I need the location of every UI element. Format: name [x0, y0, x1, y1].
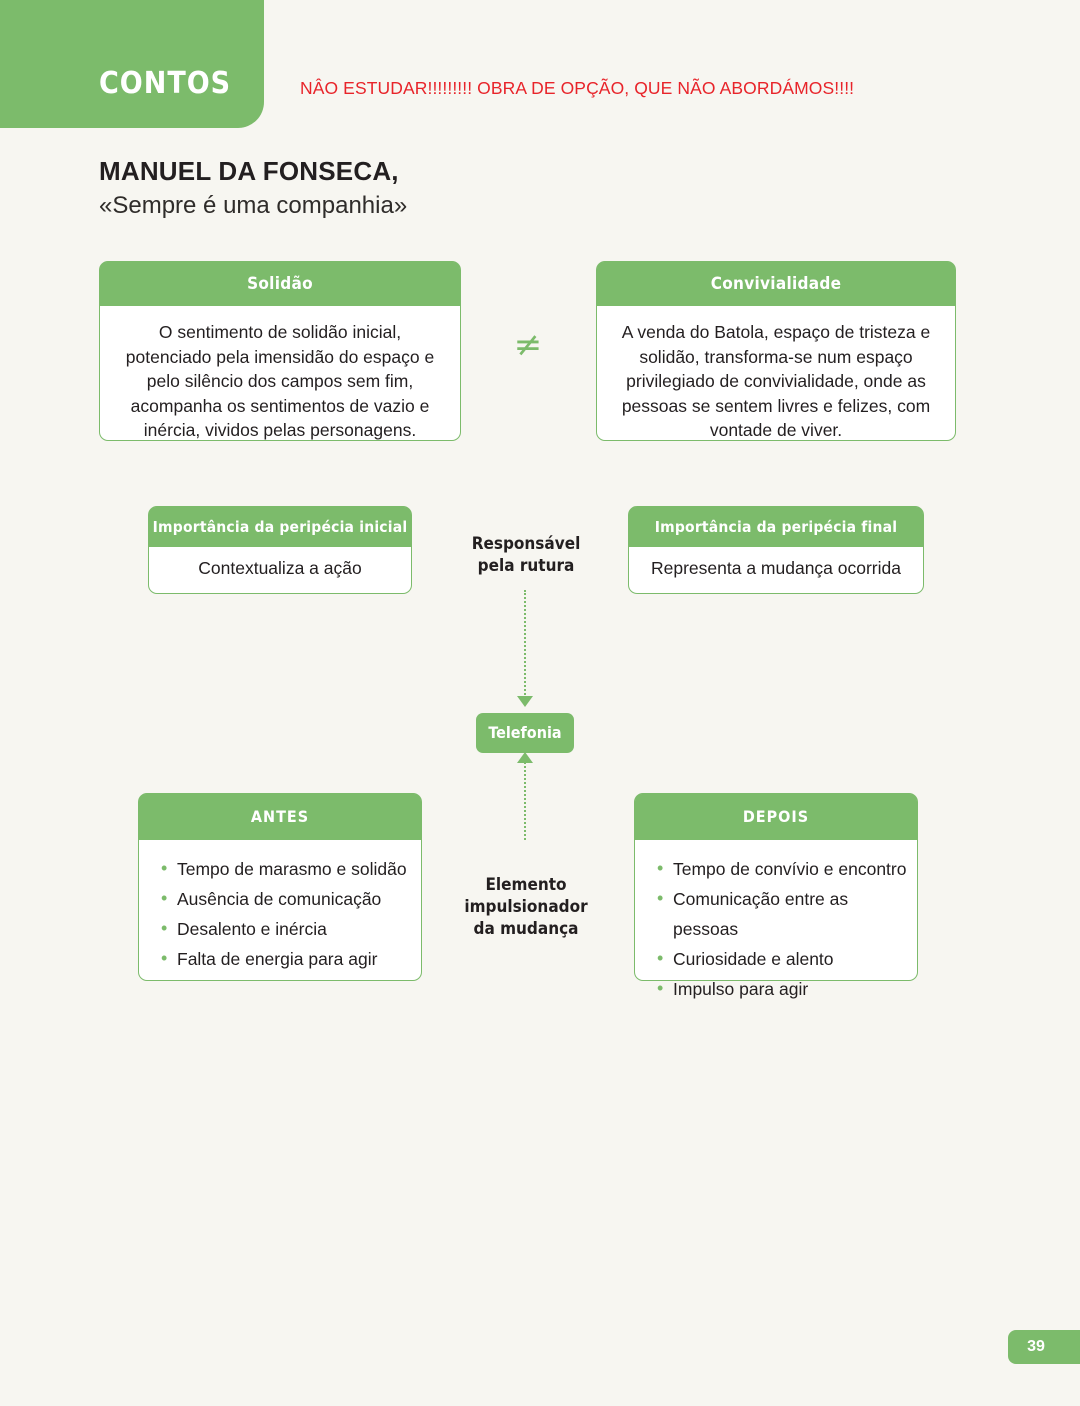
connector-line-bottom	[524, 762, 526, 840]
footer-divider	[0, 1369, 1080, 1370]
center-label-impulsionador	[424, 874, 628, 940]
peripecia-final-heading: Importância da peripécia final	[629, 507, 923, 547]
connector-line-top	[524, 590, 526, 698]
warning-note: NÂO ESTUDAR!!!!!!!!! OBRA DE OPÇÃO, QUE NÃO ABORDÁMOS!!!!	[300, 78, 855, 98]
center-label-responsavel	[440, 533, 612, 577]
list-item: • Curiosidade e alento	[657, 944, 917, 974]
list-item: • Ausência de comunicação	[161, 884, 421, 914]
not-equal-symbol: ≠	[513, 325, 543, 365]
arrow-down-icon	[517, 696, 533, 707]
list-item: • Tempo de convívio e encontro	[657, 854, 917, 884]
depois-heading: DEPOIS	[635, 794, 917, 840]
peripecia-inicial-text: Contextualiza a ação	[198, 558, 362, 578]
depois-box	[634, 793, 918, 999]
section-tab	[0, 0, 264, 128]
peripecia-final-box	[628, 506, 924, 594]
concept-box-convivialidade-text: A venda do Batola, espaço de tristeza e solidão, transforma-se num espaço privilegiado de convivialidade, onde as pessoas se sentem livres e felizes, com vontade de viver.	[621, 322, 931, 440]
concept-box-convivialidade	[596, 261, 956, 441]
center-label-impulsionador-line2: da mudança	[473, 919, 579, 939]
work-author: MANUEL DA FONSECA,	[99, 156, 399, 186]
antes-list	[139, 840, 421, 974]
peripecia-final-text: Representa a mudança ocorrida	[650, 558, 901, 578]
concept-box-solidao-text: O sentimento de solidão inicial, potenciado pela imensidão do espaço e pelo silêncio dos campos sem fim, acompanha os sentimentos de vazio e inércia, vividos pelas personagens.	[125, 322, 435, 440]
concept-box-solidao	[99, 261, 461, 441]
list-item: • Tempo de marasmo e solidão	[161, 854, 421, 884]
work-title: «Sempre é uma companhia»	[99, 192, 408, 219]
page-number: 39	[1008, 1330, 1080, 1364]
concept-box-solidao-heading: Solidão	[100, 262, 460, 306]
antes-box	[138, 793, 422, 981]
peripecia-inicial-box	[148, 506, 412, 594]
list-item: • Desalento e inércia	[161, 914, 421, 944]
list-item: • Comunicação entre as pessoas	[657, 884, 917, 944]
center-label-responsavel-line1: Responsável	[471, 534, 581, 554]
section-tab-label: CONTOS	[99, 66, 232, 101]
center-label-responsavel-line2: pela rutura	[477, 556, 575, 576]
center-label-impulsionador-line1: Elemento impulsionador	[464, 875, 588, 917]
center-node-telefonia: Telefonia	[476, 713, 574, 753]
concept-box-convivialidade-heading: Convivialidade	[597, 262, 955, 306]
peripecia-inicial-heading: Importância da peripécia inicial	[149, 507, 411, 547]
antes-heading: ANTES	[139, 794, 421, 840]
depois-list	[635, 840, 917, 1004]
list-item: • Falta de energia para agir	[161, 944, 421, 974]
list-item: • Impulso para agir	[657, 974, 917, 1004]
